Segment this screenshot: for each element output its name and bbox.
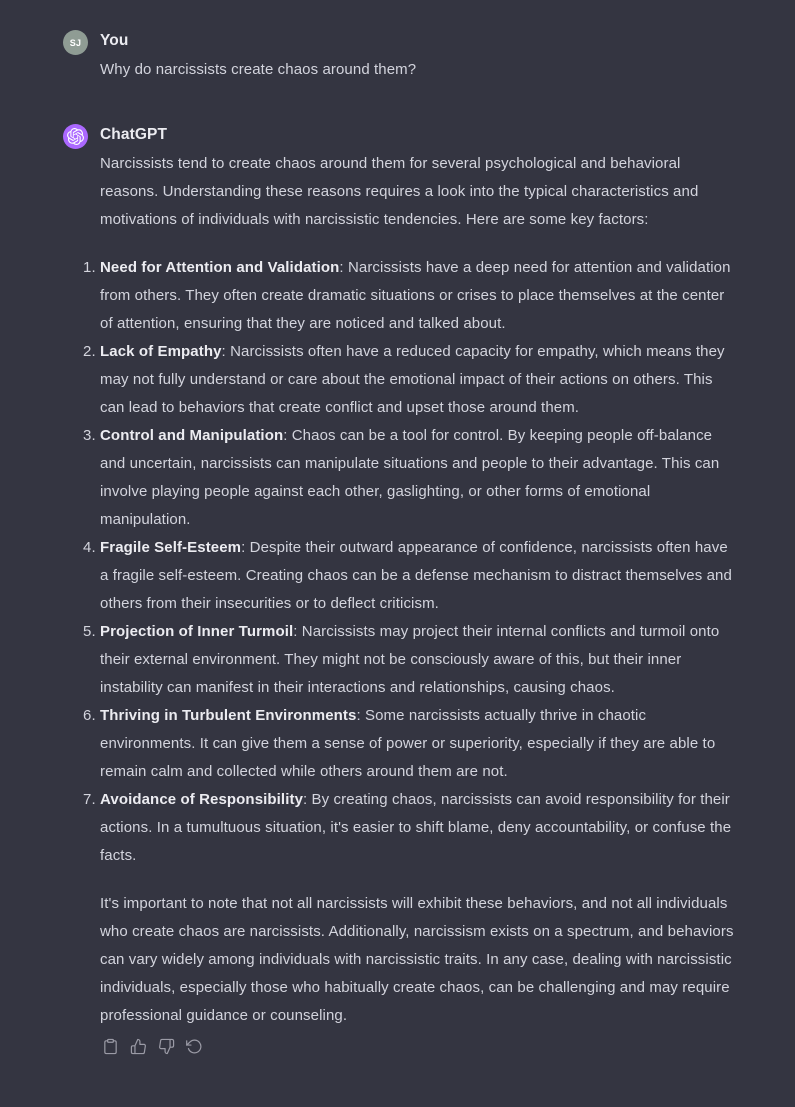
user-message-content — [100, 28, 735, 84]
regenerate-icon — [186, 1038, 203, 1055]
list-item-7 — [83, 786, 735, 870]
reasons-list — [83, 254, 735, 870]
openai-logo-icon — [67, 128, 84, 145]
list-item-title: Control and Manipulation — [100, 427, 284, 444]
list-item-title: Thriving in Turbulent Environments — [100, 707, 357, 724]
assistant-intro-paragraph: Narcissists tend to create chaos around them for several psychological and behavioral reasons. Understanding these reasons requires a look into the typical characteristics and motivations of individuals with narcissistic tendencies. Here are some key factors: — [100, 155, 699, 228]
user-avatar — [63, 30, 88, 55]
user-message — [63, 28, 735, 84]
assistant-message — [63, 122, 735, 1056]
thumbs-down-icon — [158, 1038, 175, 1055]
thumbs-down-button[interactable] — [157, 1037, 176, 1056]
list-number: 1. — [83, 259, 96, 276]
list-item-title: Projection of Inner Turmoil — [100, 623, 294, 640]
list-item-title: Fragile Self-Esteem — [100, 539, 242, 556]
user-message-text: Why do narcissists create chaos around them? — [100, 61, 417, 78]
list-item-text: : Some narcissists actually thrive in chaotic environments. It can give them a sense of power or superiority, especially if they are able to remain calm and collected while others around them are not. — [100, 707, 716, 780]
list-number: 5. — [83, 623, 96, 640]
list-number: 2. — [83, 343, 96, 360]
list-item-text: : Narcissists may project their internal conflicts and turmoil onto their external environment. They might not be consciously aware of this, but their inner instability can manifest in their interactions and relationships, causing chaos. — [100, 623, 720, 696]
list-item-1 — [83, 254, 735, 338]
assistant-message-content — [83, 122, 735, 1056]
assistant-outro-paragraph: It's important to note that not all narcissists will exhibit these behaviors, and not all individuals who create chaos are narcissists. Additionally, narcissism exists on a spectrum, and behaviors can vary widely among individuals with narcissistic traits. In any case, dealing with narcissistic individuals, especially those who habitually create chaos, can be challenging and may require professional guidance or counseling. — [100, 895, 734, 1024]
list-number: 3. — [83, 427, 96, 444]
regenerate-button[interactable] — [185, 1037, 204, 1056]
user-avatar-initials: SJ — [69, 37, 82, 48]
list-item-4 — [83, 534, 735, 618]
list-item-text: : Narcissists have a deep need for attention and validation from others. They often create dramatic situations or crises to place themselves at the center of attention, ensuring that they are noticed and talked about. — [100, 259, 731, 332]
list-item-6 — [83, 702, 735, 786]
copy-icon — [102, 1038, 119, 1055]
list-item-title: Avoidance of Responsibility — [100, 791, 304, 808]
list-item-5 — [83, 618, 735, 702]
copy-button[interactable] — [101, 1037, 120, 1056]
thumbs-up-icon — [130, 1038, 147, 1055]
user-role-name: You — [100, 32, 129, 49]
list-number: 7. — [83, 791, 96, 808]
list-item-title: Lack of Empathy — [100, 343, 222, 360]
list-number: 4. — [83, 539, 96, 556]
list-number: 6. — [83, 707, 96, 724]
list-item-text: : Chaos can be a tool for control. By keeping people off-balance and uncertain, narcissists can manipulate situations and people to their advantage. This can involve playing people against each other, gaslighting, or other forms of emotional manipulation. — [100, 427, 720, 528]
list-item-3 — [83, 422, 735, 534]
thumbs-up-button[interactable] — [129, 1037, 148, 1056]
list-item-text: : By creating chaos, narcissists can avoid responsibility for their actions. In a tumultuous situation, it's easier to shift blame, deny accountability, or confuse the facts. — [100, 791, 732, 864]
list-item-title: Need for Attention and Validation — [100, 259, 340, 276]
message-actions — [101, 1037, 735, 1056]
list-item-text: : Narcissists often have a reduced capacity for empathy, which means they may not fully understand or care about the emotional impact of their actions on others. This can lead to behaviors that create conflict and upset those around them. — [100, 343, 725, 416]
list-item-2 — [83, 338, 735, 422]
assistant-role-name: ChatGPT — [100, 126, 168, 143]
list-item-text: : Despite their outward appearance of confidence, narcissists often have a fragile self-esteem. Creating chaos can be a defense mechanism to distract themselves and others from their insecurities or to deflect criticism. — [100, 539, 732, 612]
assistant-avatar — [63, 124, 88, 149]
